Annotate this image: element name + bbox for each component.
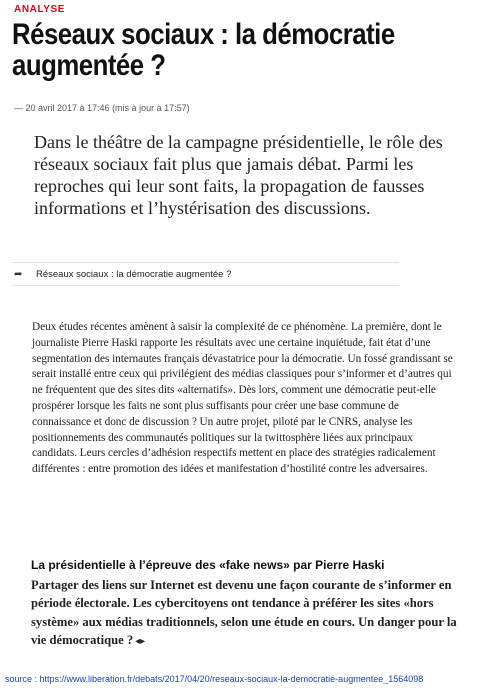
embedded-article-summary-text: Partager des liens sur Internet est devenu une façon courante de s’informer en période électorale. Les cybercitoyens ont tendance à préférer les sites «hors système» aux médias traditionnels, selon une étude en cours. Un danger pour la vie démocratique ?: [31, 578, 457, 648]
rubric-label[interactable]: ANALYSE: [14, 4, 66, 15]
article-body: Deux études récentes amènent à saisir la complexité de ce phénomène. La première, dont le journaliste Pierre Haski rapporte les résultats avec une certaine inquiétude, fait état d’une segmentation des internautes français dévastatrice pour la démocratie. Un fossé grandissant se serait installé entre ceux qui privilégient des médias classiques pour s’informer et d’autres qui ne fréquentent que des sites dits «alternatifs». Dès lors, comment une démocratie peut-elle prospérer lorsque les faits ne sont plus suffisants pour créer une base commune de connaissance et donc de discussion ? Un autre projet, piloté par le CNRS, analyse les positionnements des communautés politiques sur la twittosphère liées aux principaux candidats. Leurs cercles d’adhésion respectifs mettent en place des stratégies radicalement différentes : entre promotion des idées et manifestation d’hostilité contre les adversaires.: [32, 321, 453, 476]
related-article-link[interactable]: [12, 262, 399, 286]
embedded-article-title[interactable]: La présidentielle à l’épreuve des «fake news» par Pierre Haski: [31, 558, 385, 572]
share-arrow-icon: ➦: [14, 268, 23, 280]
article-date: — 20 avril 2017 à 17:46 (mis à jour à 17:57): [14, 103, 190, 113]
source-line: [5, 674, 489, 684]
article-lead: Dans le théâtre de la campagne présidentielle, le rôle des réseaux sociaux fait plus que jamais débat. Parmi les reproches qui leur sont faits, la propagation de fausses informations et l’hystérisation des discussions.: [34, 132, 443, 218]
source-label: source :: [5, 674, 38, 684]
related-article-label: Réseaux sociaux : la démocratie augmentée ?: [36, 268, 232, 280]
embedded-article-summary: [31, 576, 463, 652]
article-title: Réseaux sociaux : la démocratie augmentée ?: [12, 18, 395, 82]
source-url-link[interactable]: https://www.liberation.fr/debats/2017/04/20/reseaux-sociaux-la-democratie-augmentee_1564098: [39, 674, 424, 684]
arrow-icon[interactable]: ◂▸: [135, 636, 146, 648]
